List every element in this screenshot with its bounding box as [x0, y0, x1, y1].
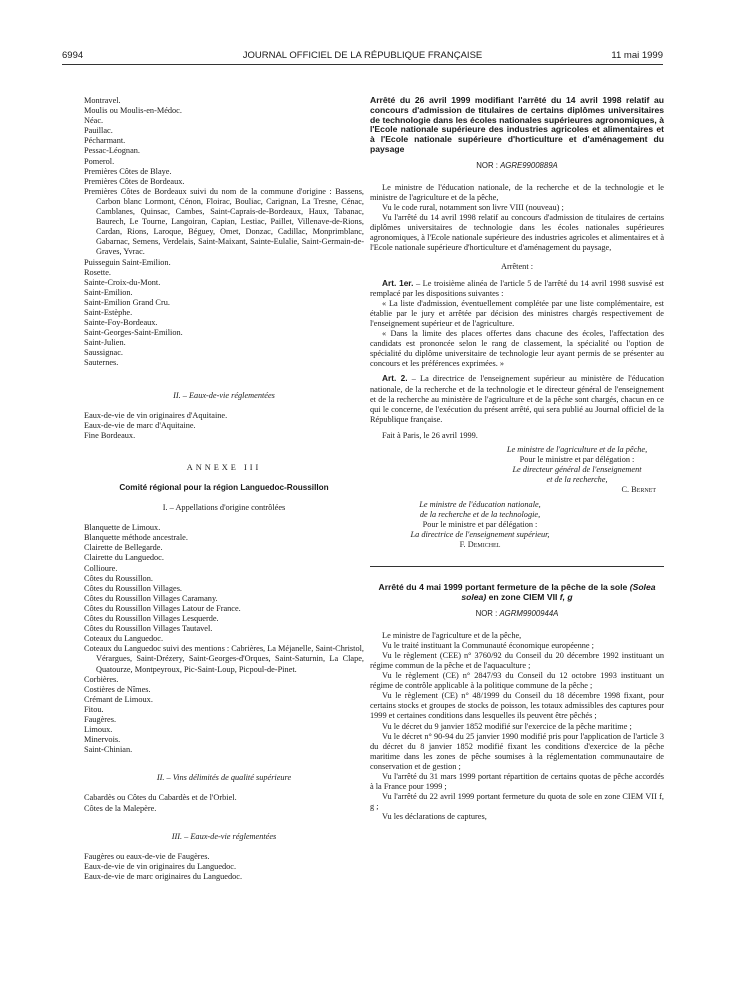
list-item: Faugères.	[84, 714, 117, 724]
journal-title: JOURNAL OFFICIEL DE LA RÉPUBLIQUE FRANÇAISE	[242, 50, 483, 61]
visa-paragraph: Vu le règlement (CE) n° 48/1999 du Conseil du 18 décembre 1998 fixant, pour certains stocks et groupes de stocks de poisson, les totaux admissibles des captures pour 1999 et certaines conditions dans lesquelles ils peuvent être pêchés ;	[370, 691, 664, 721]
appellation-list-b	[84, 258, 364, 369]
list-item: Côtes du Roussillon Villages Lesquerde.	[84, 614, 219, 624]
article-2-text: – La directrice de l'enseignement supérieur au ministère de l'éducation nationale, de la recherche et de la technologie et le directeur général de l'enseignement et de la recherche au ministère de l'agriculture et de la pêche sont chargés, chacun en ce qui le concerne, de l'exécution du présent arrêté, qui sera publié au Journal officiel de la République française.	[370, 374, 664, 424]
coteaux-mentions-paragraph: Coteaux du Languedoc suivi des mentions : Cabrières, La Méjanelle, Saint-Christol, Vérargues, Saint-Drézery, Saint-Georges-d'Orques, Saint-Saturnin, La Clape, Quatourze, Montpeyroux, Pic-Saint-Loup, Picpoul-de-Pinet.	[84, 644, 364, 674]
sig2-role-line-2: de la recherche et de la technologie,	[419, 509, 541, 519]
arrete-1-nor	[370, 161, 664, 171]
list-item: Saint-Emilion.	[84, 287, 133, 297]
list-item: Saint-Estèphe.	[84, 307, 133, 317]
fait-a-paris: Fait à Paris, le 26 avril 1999.	[382, 430, 478, 440]
arrete-2-visas	[370, 631, 664, 823]
appellation-list-c	[84, 523, 364, 644]
sig2-delegation: Pour le ministre et par délégation :	[422, 519, 538, 529]
list-item: Rosette.	[84, 267, 111, 277]
heading-eaux-de-vie-aquitaine: II. – Eaux-de-vie réglementées	[173, 390, 275, 400]
page-header	[62, 50, 663, 64]
article-2	[370, 373, 664, 424]
list-item: Puisseguin Saint-Emilion.	[84, 257, 171, 267]
arrete-2-nor	[370, 609, 664, 619]
list-item: Eaux-de-vie de vin originaires d'Aquitaine.	[84, 410, 228, 420]
list-item: Blanquette méthode ancestrale.	[84, 533, 188, 543]
list-item: Côtes du Roussillon Villages Caramany.	[84, 593, 218, 603]
sig2-title: La directrice de l'enseignement supérieur,	[410, 529, 550, 539]
list-item: Pécharmant.	[84, 136, 126, 146]
article-2-label: Art. 2.	[382, 373, 408, 384]
arrete-2-title-part-1: Arrêté du 4 mai 1999 portant fermeture de la pêche de la sole	[378, 581, 630, 592]
list-item: Cabardès ou Côtes du Cabardès et de l'Orbiel.	[84, 793, 237, 803]
list-item: Crémant de Limoux.	[84, 694, 153, 704]
arrete-2-title	[370, 583, 664, 603]
list-item: Blanquette de Limoux.	[84, 523, 161, 533]
issue-date: 11 mai 1999	[611, 50, 663, 61]
list-item: Saint-Georges-Saint-Emilion.	[84, 328, 183, 338]
list-item: Sauternes.	[84, 358, 119, 368]
visa-paragraph: Vu le traité instituant la Communauté économique européenne ;	[382, 640, 594, 650]
eaux-de-vie-list-aquitaine	[84, 411, 364, 441]
list-item: Clairette du Languedoc.	[84, 553, 164, 563]
nor-code: AGRE9900889A	[500, 160, 558, 170]
appellation-list-a	[84, 96, 364, 187]
arrete-2-title-species: (Solea solea)	[461, 581, 656, 602]
right-column	[370, 96, 664, 822]
list-item: Côtes du Roussillon Villages Latour de France.	[84, 603, 241, 613]
header-rule	[62, 64, 663, 65]
visa-paragraph: Le ministre de l'agriculture et de la pêche,	[382, 630, 522, 640]
list-item: Côtes du Roussillon.	[84, 573, 153, 583]
nor-code: AGRM9900944A	[499, 608, 559, 618]
list-item: Saint-Chinian.	[84, 745, 133, 755]
visa-paragraph: Vu le décret du 9 janvier 1852 modifié sur l'exercice de la pêche maritime ;	[382, 721, 632, 731]
list-item: Pauillac.	[84, 126, 113, 136]
list-item: Côtes du Roussillon Villages.	[84, 583, 182, 593]
list-item: Sainte-Croix-du-Mont.	[84, 277, 161, 287]
sig1-role: Le ministre de l'agriculture et de la pêche,	[506, 445, 648, 455]
arrete-1-title: Arrêté du 26 avril 1999 modifiant l'arrêté du 14 avril 1998 relatif au concours d'admission de titulaires de certains diplômes universitaires de technologie dans les écoles nationales supérieures agronomiques, à l'Ecole nationale supérieure des industries agricoles et alimentaires et à l'Ecole nationale supérieure d'horticulture et d'aménagement du paysage	[370, 95, 664, 154]
list-item: Corbières.	[84, 674, 119, 684]
signature-block-agriculture	[370, 445, 664, 495]
arretent: Arrêtent :	[500, 261, 534, 271]
list-item: Fitou.	[84, 704, 104, 714]
arrete-1-preamble	[370, 183, 664, 254]
list-item: Collioure.	[84, 563, 118, 573]
list-item: Premières Côtes de Blaye.	[84, 166, 172, 176]
list-item: Clairette de Bellegarde.	[84, 543, 163, 553]
preamble-paragraph: Vu l'arrêté du 14 avril 1998 relatif au concours d'admission de titulaires de certains diplômes universitaires de technologie dans les écoles nationales supérieures agronomiques, à l'Ecole nationale supérieure des industries agricoles et alimentaires et à l'Ecole nationale supérieure d'horticulture et d'aménagement du paysage,	[370, 213, 664, 253]
list-item: Faugères ou eaux-de-vie de Faugères.	[84, 851, 210, 861]
list-item: Eaux-de-vie de marc originaires du Languedoc.	[84, 871, 243, 881]
page-number: 6994	[62, 50, 84, 61]
list-item: Costières de Nîmes.	[84, 684, 151, 694]
list-item: Premières Côtes de Bordeaux.	[84, 176, 185, 186]
sig2-role-line-1: Le ministre de l'éducation nationale,	[419, 499, 541, 509]
article-1-label: Art. 1er.	[382, 277, 414, 288]
sig1-name: C. Bernet	[621, 485, 656, 495]
nor-label: NOR :	[475, 608, 498, 618]
article-1-quote-2: « Dans la limite des places offertes dans chacune des écoles, l'affectation des candidats est prononcée selon le rang de classement, la spécialité ou l'option de spécialité du diplôme universitaire de technologie leur ayant permis de se présenter au concours et les préférences exprimées. »	[370, 329, 664, 369]
bordeaux-communes-paragraph: Premières Côtes de Bordeaux suivi du nom de la commune d'origine : Bassens, Carbon blanc Lormont, Cénon, Floirac, Bouliac, Carignan, La Tresne, Cénac, Camblanes, Quinsac, Cambes, Saint-Caprais-de-Bordeaux, Haux, Tabanac, Baurech, Le Tourne, Langoiran, Capian, Lestiac, Paillet, Villenave-de-Rions, Cardan, Rions, Laroque, Béguey, Omet, Donzac, Cadillac, Monprimblanc, Gabarnac, Semens, Verdelais, Saint-Maixant, Sainte-Eulalie, Saint-Germain-de-Graves, Yvrac.	[84, 186, 364, 257]
visa-paragraph: Vu l'arrêté du 22 avril 1999 portant fermeture du quota de sole en zone CIEM VII f, g ;	[370, 792, 664, 812]
article-1	[370, 278, 664, 299]
sig1-title-line-1: Le directeur général de l'enseignement	[512, 465, 642, 475]
visa-paragraph: Vu le décret n° 90-94 du 25 janvier 1990 modifié pris pour l'application de l'article 3 du décret du 8 janvier 1852 modifié fixant les conditions d'exercice de la pêche maritime dans les zones de pêche soumises à la réglementation communautaire de conservation et de gestion ;	[370, 731, 664, 771]
list-item: Pomerol.	[84, 156, 115, 166]
list-item: Coteaux du Languedoc.	[84, 634, 164, 644]
preamble-paragraph: Le ministre de l'éducation nationale, de la recherche et de la technologie et le ministre de l'agriculture et de la pêche,	[370, 182, 664, 202]
visa-paragraph: Vu les déclarations de captures,	[382, 812, 487, 822]
list-item: Montravel.	[84, 96, 121, 105]
preamble-paragraph: Vu le code rural, notamment son livre VIII (nouveau) ;	[382, 203, 564, 213]
article-1-text: – Le troisième alinéa de l'article 5 de l'arrêté du 14 avril 1998 susvisé est remplacé par les dispositions suivantes :	[370, 278, 664, 298]
left-column	[84, 96, 364, 882]
visa-paragraph: Vu le règlement (CEE) n° 3760/92 du Conseil du 20 décembre 1992 instituant un régime commun de la pêche et de l'aquaculture ;	[370, 650, 664, 670]
vdqs-list	[84, 793, 364, 813]
list-item: Eaux-de-vie de marc d'Aquitaine.	[84, 420, 196, 430]
sig2-name: F. Demichel	[459, 539, 501, 549]
list-item: Pessac-Léognan.	[84, 146, 140, 156]
list-item: Saint-Julien.	[84, 338, 126, 348]
list-item: Moulis ou Moulis-en-Médoc.	[84, 106, 182, 116]
appellation-list-d	[84, 675, 364, 756]
list-item: Côtes de la Malepère.	[84, 803, 157, 813]
arrete-2-title-part-2: en zone CIEM VII	[486, 591, 560, 602]
nor-label: NOR :	[476, 160, 498, 170]
signature-block-education	[370, 500, 590, 550]
comite-title: Comité régional pour la région Languedoc-Roussillon	[119, 483, 329, 492]
list-item: Sainte-Foy-Bordeaux.	[84, 318, 158, 328]
section-separator	[370, 566, 664, 567]
list-item: Côtes du Roussillon Villages Tautavel.	[84, 624, 213, 634]
heading-aoc: I. – Appellations d'origine contrôlées	[162, 503, 286, 513]
list-item: Fine Bordeaux.	[84, 430, 136, 440]
arrete-2-title-zone: f, g	[559, 591, 573, 602]
article-1-quote-1: « La liste d'admission, éventuellement complétée par une liste complémentaire, est établie par le jury et arrêtée par décision des ministres chargés respectivement de l'enseignement supérieur et de l'agriculture.	[370, 298, 664, 328]
list-item: Eaux-de-vie de vin originaires du Languedoc.	[84, 861, 237, 871]
sig1-delegation: Pour le ministre et par délégation :	[519, 455, 635, 465]
sig1-title-line-2: et de la recherche,	[546, 475, 608, 485]
visa-paragraph: Vu l'arrêté du 31 mars 1999 portant répartition de certains quotas de pêche accordés à la France pour 1999 ;	[370, 771, 664, 792]
heading-eaux-de-vie-languedoc: III. – Eaux-de-vie réglementées	[171, 831, 277, 841]
list-item: Néac.	[84, 116, 104, 126]
visa-paragraph: Vu le règlement (CE) n° 2847/93 du Conseil du 12 octobre 1993 instituant un régime de contrôle applicable à la politique commune de la pêche ;	[370, 671, 664, 691]
list-item: Saint-Emilion Grand Cru.	[84, 297, 170, 307]
annexe-title: ANNEXE III	[186, 462, 262, 472]
list-item: Minervois.	[84, 735, 121, 745]
list-item: Saussignac.	[84, 348, 123, 358]
heading-vdqs: II. – Vins délimités de qualité supérieure	[156, 773, 292, 783]
list-item: Limoux.	[84, 725, 113, 735]
eaux-de-vie-list-languedoc	[84, 852, 364, 882]
